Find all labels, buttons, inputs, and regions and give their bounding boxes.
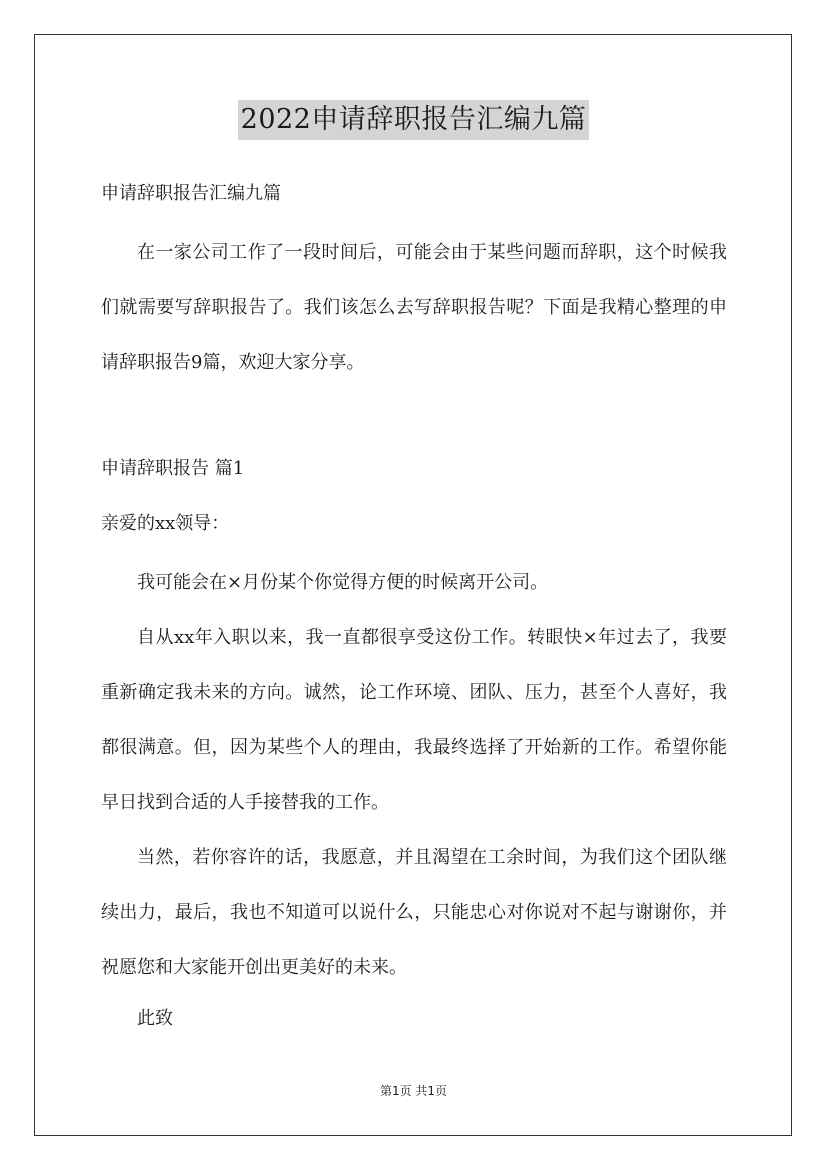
page-footer: 第1页 共1页	[379, 1084, 448, 1098]
section-heading: 申请辞职报告 篇1	[101, 458, 245, 479]
closing-line: 此致	[137, 1008, 173, 1029]
body-paragraph-2: 自从xx年入职以来，我一直都很享受这份工作。转眼快×年过去了，我要重新确定我未来的方向。诚然，论工作环境、团队、压力，甚至个人喜好，我都很满意。但，因为某些个人的理由，我最终选择了开始新的工作。希望你能早日找到合适的人手接替我的工作。	[101, 627, 727, 813]
intro-paragraph: 在一家公司工作了一段时间后，可能会由于某些问题而辞职，这个时候我们就需要写辞职报告了。我们该怎么去写辞职报告呢？下面是我精心整理的申请辞职报告9篇，欢迎大家分享。	[101, 242, 727, 373]
document-title: 2022申请辞职报告汇编九篇	[238, 100, 590, 140]
document-subtitle: 申请辞职报告汇编九篇	[101, 183, 281, 204]
document-body	[101, 170, 727, 1050]
body-paragraph-1: 我可能会在×月份某个你觉得方便的时候离开公司。	[137, 572, 549, 593]
title-wrap	[0, 100, 827, 140]
body-paragraph-3: 当然，若你容许的话，我愿意，并且渴望在工余时间，为我们这个团队继续出力，最后，我也不知道可以说什么，只能忠心对你说对不起与谢谢你，并祝愿您和大家能开创出更美好的未来。	[101, 847, 727, 978]
blank-line	[101, 390, 727, 445]
salutation: 亲爱的xx领导：	[101, 513, 230, 534]
